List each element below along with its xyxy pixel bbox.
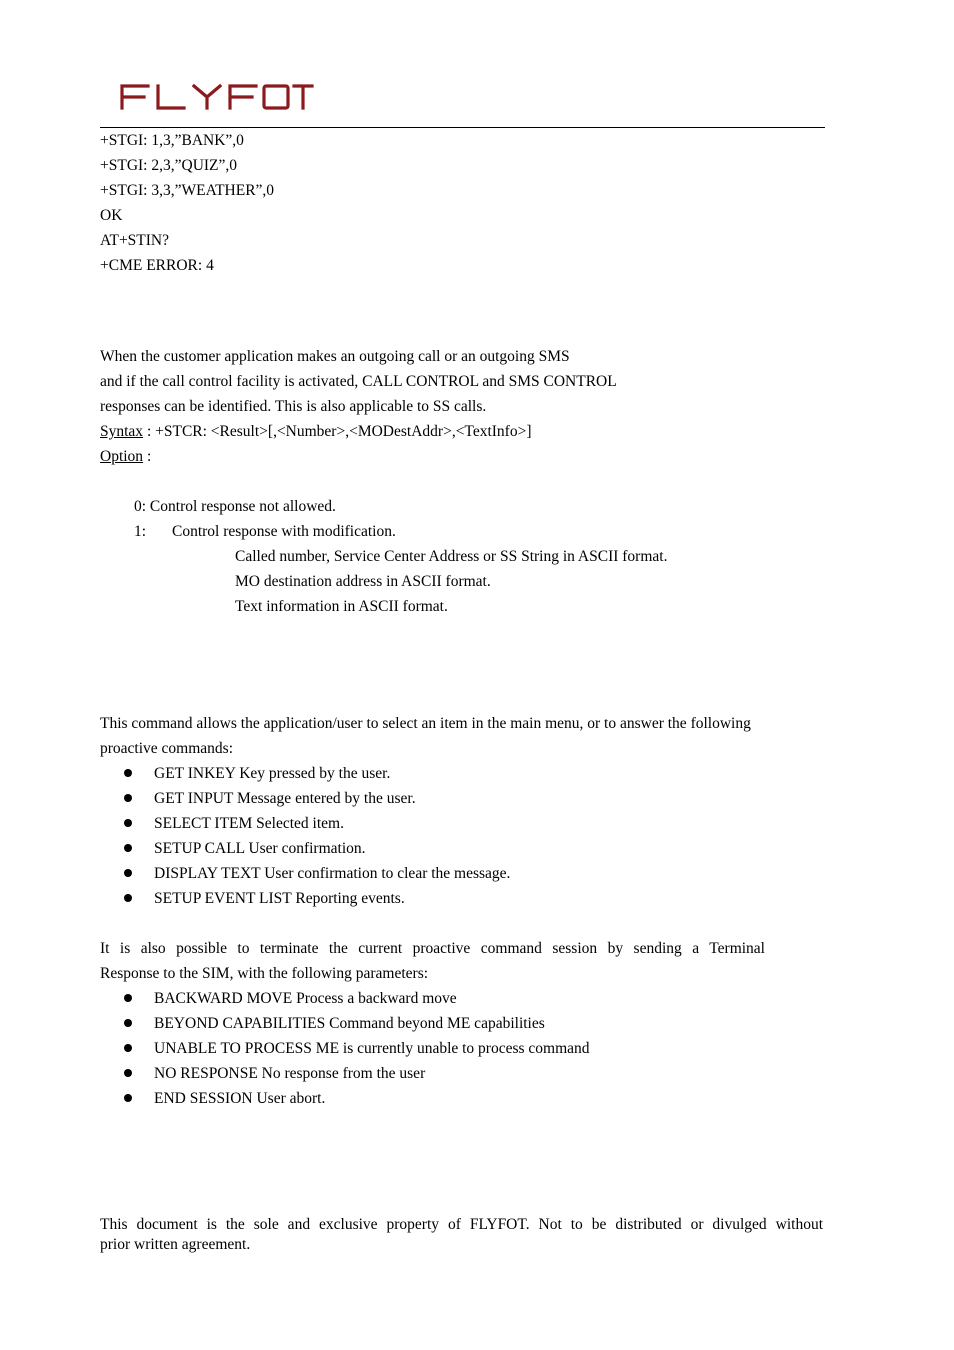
bullet-icon xyxy=(124,1069,132,1077)
syntax-text: : +STCR: <Result>[,<Number>,<MODestAddr>,<TextInfo>] xyxy=(143,423,532,440)
bullet-icon xyxy=(124,1044,132,1052)
footer-notice-continued: prior written agreement. xyxy=(100,1236,251,1253)
code-line: +STGI: 2,3,”QUIZ”,0 xyxy=(100,157,238,174)
bullet-icon xyxy=(124,844,132,852)
terminate-paragraph-line: Response to the SIM, with the following parameters: xyxy=(100,965,429,982)
list-item: END SESSION User abort. xyxy=(124,1089,325,1109)
bullet-icon xyxy=(124,1019,132,1027)
list-item: DISPLAY TEXT User confirmation to clear the message. xyxy=(124,864,510,884)
bullet-icon xyxy=(124,869,132,877)
code-line: OK xyxy=(100,207,123,224)
bullet-icon xyxy=(124,994,132,1002)
header-rule xyxy=(100,127,825,128)
option-line xyxy=(100,447,151,467)
select-paragraph-line: This command allows the application/user to select an item in the main menu, or to answer the following xyxy=(100,715,751,732)
flyfot-logo xyxy=(118,78,314,114)
list-item: GET INPUT Message entered by the user. xyxy=(124,789,416,809)
param-modestaddr: MO destination address in ASCII format. xyxy=(235,573,491,590)
code-line: +STGI: 3,3,”WEATHER”,0 xyxy=(100,182,275,199)
option-1 xyxy=(134,522,396,542)
syntax-label: Syntax xyxy=(100,423,144,440)
option-text: : xyxy=(143,448,152,465)
list-item: SELECT ITEM Selected item. xyxy=(124,814,344,834)
list-item: SETUP CALL User confirmation. xyxy=(124,839,366,859)
footer-notice: This document is the sole and exclusive property of FLYFOT. Not to be distributed or divulged without xyxy=(100,1216,823,1233)
code-line: +STGI: 1,3,”BANK”,0 xyxy=(100,132,244,149)
list-item: BEYOND CAPABILITIES Command beyond ME capabilities xyxy=(124,1014,545,1034)
list-item: GET INKEY Key pressed by the user. xyxy=(124,764,390,784)
bullet-icon xyxy=(124,819,132,827)
option-1-number: 1: xyxy=(134,523,147,540)
bullet-icon xyxy=(124,894,132,902)
option-label: Option xyxy=(100,448,144,465)
bullet-icon xyxy=(124,794,132,802)
option-1-text: Control response with modification. xyxy=(172,523,396,540)
param-textinfo: Text information in ASCII format. xyxy=(235,598,448,615)
list-item: SETUP EVENT LIST Reporting events. xyxy=(124,889,405,909)
select-paragraph-line: proactive commands: xyxy=(100,740,233,757)
param-number: Called number, Service Center Address or SS String in ASCII format. xyxy=(235,548,668,565)
list-item: BACKWARD MOVE Process a backward move xyxy=(124,989,457,1009)
bullet-icon xyxy=(124,1094,132,1102)
option-0: 0: Control response not allowed. xyxy=(134,498,336,515)
code-line: +CME ERROR: 4 xyxy=(100,257,214,274)
stcr-paragraph-line: and if the call control facility is activated, CALL CONTROL and SMS CONTROL xyxy=(100,373,617,390)
code-line: AT+STIN? xyxy=(100,232,170,249)
terminate-paragraph-line: It is also possible to terminate the current proactive command session by sending a Terminal xyxy=(100,940,765,957)
list-item: NO RESPONSE No response from the user xyxy=(124,1064,425,1084)
syntax-line xyxy=(100,422,531,442)
stcr-paragraph-line: responses can be identified. This is also applicable to SS calls. xyxy=(100,398,487,415)
stcr-paragraph-line: When the customer application makes an outgoing call or an outgoing SMS xyxy=(100,348,570,365)
bullet-icon xyxy=(124,769,132,777)
list-item: UNABLE TO PROCESS ME is currently unable to process command xyxy=(124,1039,590,1059)
